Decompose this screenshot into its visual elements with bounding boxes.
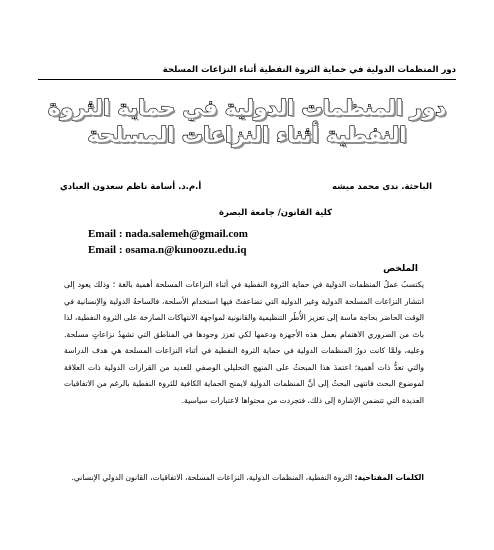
running-header: دور المنظمات الدولية في حماية الثروة النفطية أثناء النزاعات المسلحة	[38, 64, 456, 80]
author-name-supervisor: أ.م.د. أسامة ناظم سعدون العبادي	[60, 182, 202, 192]
keywords-paragraph	[64, 470, 424, 487]
email-address-1: Email : nada.salemeh@gmail.com	[88, 228, 248, 240]
author-affiliation: كلية القانون/ جامعة البصرة	[219, 208, 332, 218]
authors-row	[60, 179, 432, 195]
author-name-researcher: الباحثة. ندى محمد ميشه	[331, 182, 432, 192]
keywords-label: الكلمات المفتاحية:	[354, 473, 424, 482]
email-block	[88, 226, 248, 258]
keywords-text: الثروة النفطية، المنظمات الدولية، النزاعات المسلحة، الاتفاقيات، القانون الدولي الإنساني.	[71, 473, 353, 482]
paper-title	[40, 95, 454, 149]
abstract-heading: الملخص	[383, 264, 418, 274]
email-address-2: Email : osama.n@kunoozu.edu.iq	[88, 244, 247, 256]
paper-title-line-2: النفطية أثناء النزاعات المسلحة	[87, 123, 407, 147]
paper-title-line-1: دور المنظمات الدولية في حماية الثروة	[47, 96, 447, 120]
abstract-body: يكتسبُ عملُ المنظمات الدولية في حماية الثروة النفطية في أثناء النزاعات المسلحة أهمية بالغة ؛ وذلك يعود إلى انتشار النزاعات المسلحة الدولية وغير الدولية التي تضاعفتْ فيها استخدام الأسلحة، فالساحةُ الدولية والإنسانية في الوقت الحاضر بحاجة ماسة إلى تعزيز الأُطُر التنظيمية والقانونية لمواجهة الانتهاكات الصارخة على الثروة النفطية، لذا باتَ من الضروري الاهتمام بعمل هذه الأجهزة ودعمها لكي تعزز وجودها في المناطق التي تشهدُ نزاعاتٍ مسلحة. وعليه، ولمَّا كانت دورُ المنظمات الدولية في حماية الثروة النفطية في أثناء النزاعات المسلحة هي هدف الدراسة والتي تعدُّ ذات أهمية؛ اعتمدَ هذا المبحثُ على المنهج التحليلي الوصفي للعديد من القرارات الدولية ذات العلاقة لموضوع البحث فانتهى البحثُ إلى أنَّ المنظمات الدولية لايمنح الحماية الكافية للثروة النفطية بالرغم من الاتفاقيات العديدة التي تتضمن الإشارة إلى ذلك، فتجردت من محتواها لاعتبارات سياسية.	[64, 280, 424, 405]
